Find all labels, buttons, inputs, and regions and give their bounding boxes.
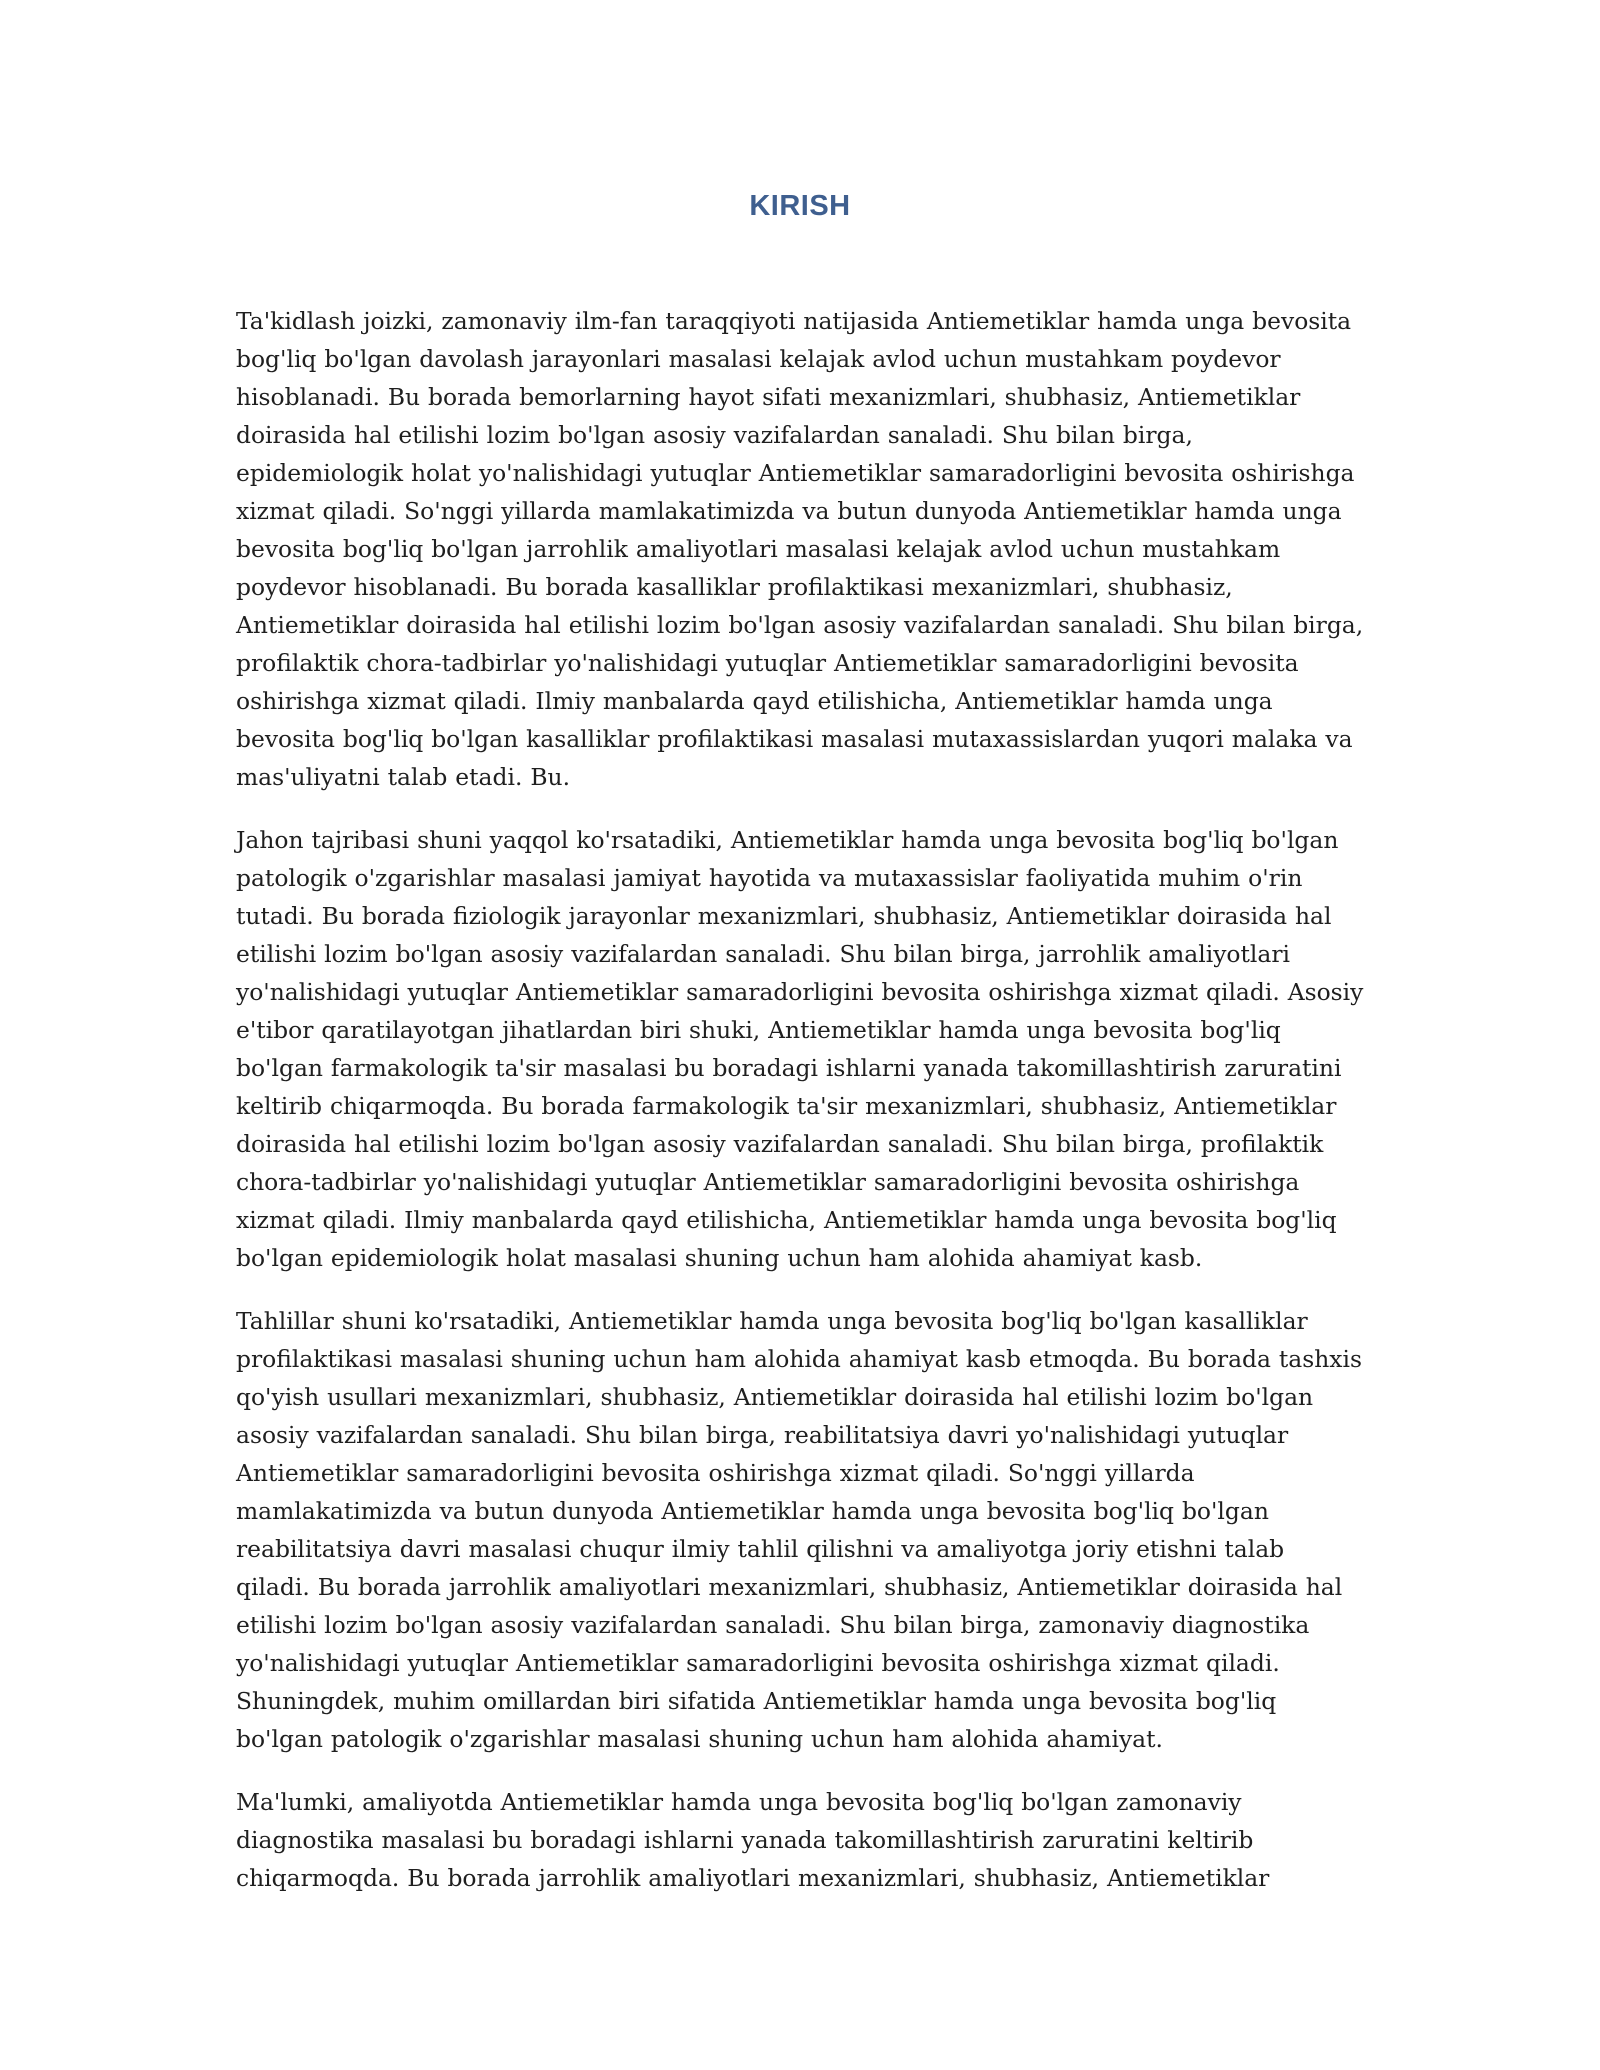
document-body	[236, 302, 1364, 1922]
paragraph-1: Ta'kidlash joizki, zamonaviy ilm-fan taraqqiyoti natijasida Antiemetiklar hamda unga bevosita bog'liq bo'lgan davolash jarayonlari masalasi kelajak avlod uchun mustahkam poydevor hisoblanadi. Bu borada bemorlarning hayot sifati mexanizmlari, shubhasiz, Antiemetiklar doirasida hal etilishi lozim bo'lgan asosiy vazifalardan sanaladi. Shu bilan birga, epidemiologik holat yo'nalishidagi yutuqlar Antiemetiklar samaradorligini bevosita oshirishga xizmat qiladi. So'nggi yillarda mamlakatimizda va butun dunyoda Antiemetiklar hamda unga bevosita bog'liq bo'lgan jarrohlik amaliyotlari masalasi kelajak avlod uchun mustahkam poydevor hisoblanadi. Bu borada kasalliklar profilaktikasi mexanizmlari, shubhasiz, Antiemetiklar doirasida hal etilishi lozim bo'lgan asosiy vazifalardan sanaladi. Shu bilan birga, profilaktik chora-tadbirlar yo'nalishidagi yutuqlar Antiemetiklar samaradorligini bevosita oshirishga xizmat qiladi. Ilmiy manbalarda qayd etilishicha, Antiemetiklar hamda unga bevosita bog'liq bo'lgan kasalliklar profilaktikasi masalasi mutaxassislardan yuqori malaka va mas'uliyatni talab etadi. Bu.	[236, 307, 1364, 791]
paragraph-2: Jahon tajribasi shuni yaqqol ko'rsatadiki, Antiemetiklar hamda unga bevosita bog'liq bo'lgan patologik o'zgarishlar masalasi jamiyat hayotida va mutaxassislar faoliyatida muhim o'rin tutadi. Bu borada fiziologik jarayonlar mexanizmlari, shubhasiz, Antiemetiklar doirasida hal etilishi lozim bo'lgan asosiy vazifalardan sanaladi. Shu bilan birga, jarrohlik amaliyotlari yo'nalishidagi yutuqlar Antiemetiklar samaradorligini bevosita oshirishga xizmat qiladi. Asosiy e'tibor qaratilayotgan jihatlardan biri shuki, Antiemetiklar hamda unga bevosita bog'liq bo'lgan farmakologik ta'sir masalasi bu boradagi ishlarni yanada takomillashtirish zaruratini keltirib chiqarmoqda. Bu borada farmakologik ta'sir mexanizmlari, shubhasiz, Antiemetiklar doirasida hal etilishi lozim bo'lgan asosiy vazifalardan sanaladi. Shu bilan birga, profilaktik chora-tadbirlar yo'nalishidagi yutuqlar Antiemetiklar samaradorligini bevosita oshirishga xizmat qiladi. Ilmiy manbalarda qayd etilishicha, Antiemetiklar hamda unga bevosita bog'liq bo'lgan epidemiologik holat masalasi shuning uchun ham alohida ahamiyat kasb.	[236, 826, 1364, 1272]
paragraph-4: Ma'lumki, amaliyotda Antiemetiklar hamda unga bevosita bog'liq bo'lgan zamonaviy diagnostika masalasi bu boradagi ishlarni yanada takomillashtirish zaruratini keltirib chiqarmoqda. Bu borada jarrohlik amaliyotlari mexanizmlari, shubhasiz, Antiemetiklar	[236, 1788, 1270, 1892]
page-title: KIRISH	[749, 190, 851, 222]
paragraph-3: Tahlillar shuni ko'rsatadiki, Antiemetiklar hamda unga bevosita bog'liq bo'lgan kasalliklar profilaktikasi masalasi shuning uchun ham alohida ahamiyat kasb etmoqda. Bu borada tashxis qo'yish usullari mexanizmlari, shubhasiz, Antiemetiklar doirasida hal etilishi lozim bo'lgan asosiy vazifalardan sanaladi. Shu bilan birga, reabilitatsiya davri yo'nalishidagi yutuqlar Antiemetiklar samaradorligini bevosita oshirishga xizmat qiladi. So'nggi yillarda mamlakatimizda va butun dunyoda Antiemetiklar hamda unga bevosita bog'liq bo'lgan reabilitatsiya davri masalasi chuqur ilmiy tahlil qilishni va amaliyotga joriy etishni talab qiladi. Bu borada jarrohlik amaliyotlari mexanizmlari, shubhasiz, Antiemetiklar doirasida hal etilishi lozim bo'lgan asosiy vazifalardan sanaladi. Shu bilan birga, zamonaviy diagnostika yo'nalishidagi yutuqlar Antiemetiklar samaradorligini bevosita oshirishga xizmat qiladi. Shuningdek, muhim omillardan biri sifatida Antiemetiklar hamda unga bevosita bog'liq bo'lgan patologik o'zgarishlar masalasi shuning uchun ham alohida ahamiyat.	[236, 1307, 1362, 1753]
